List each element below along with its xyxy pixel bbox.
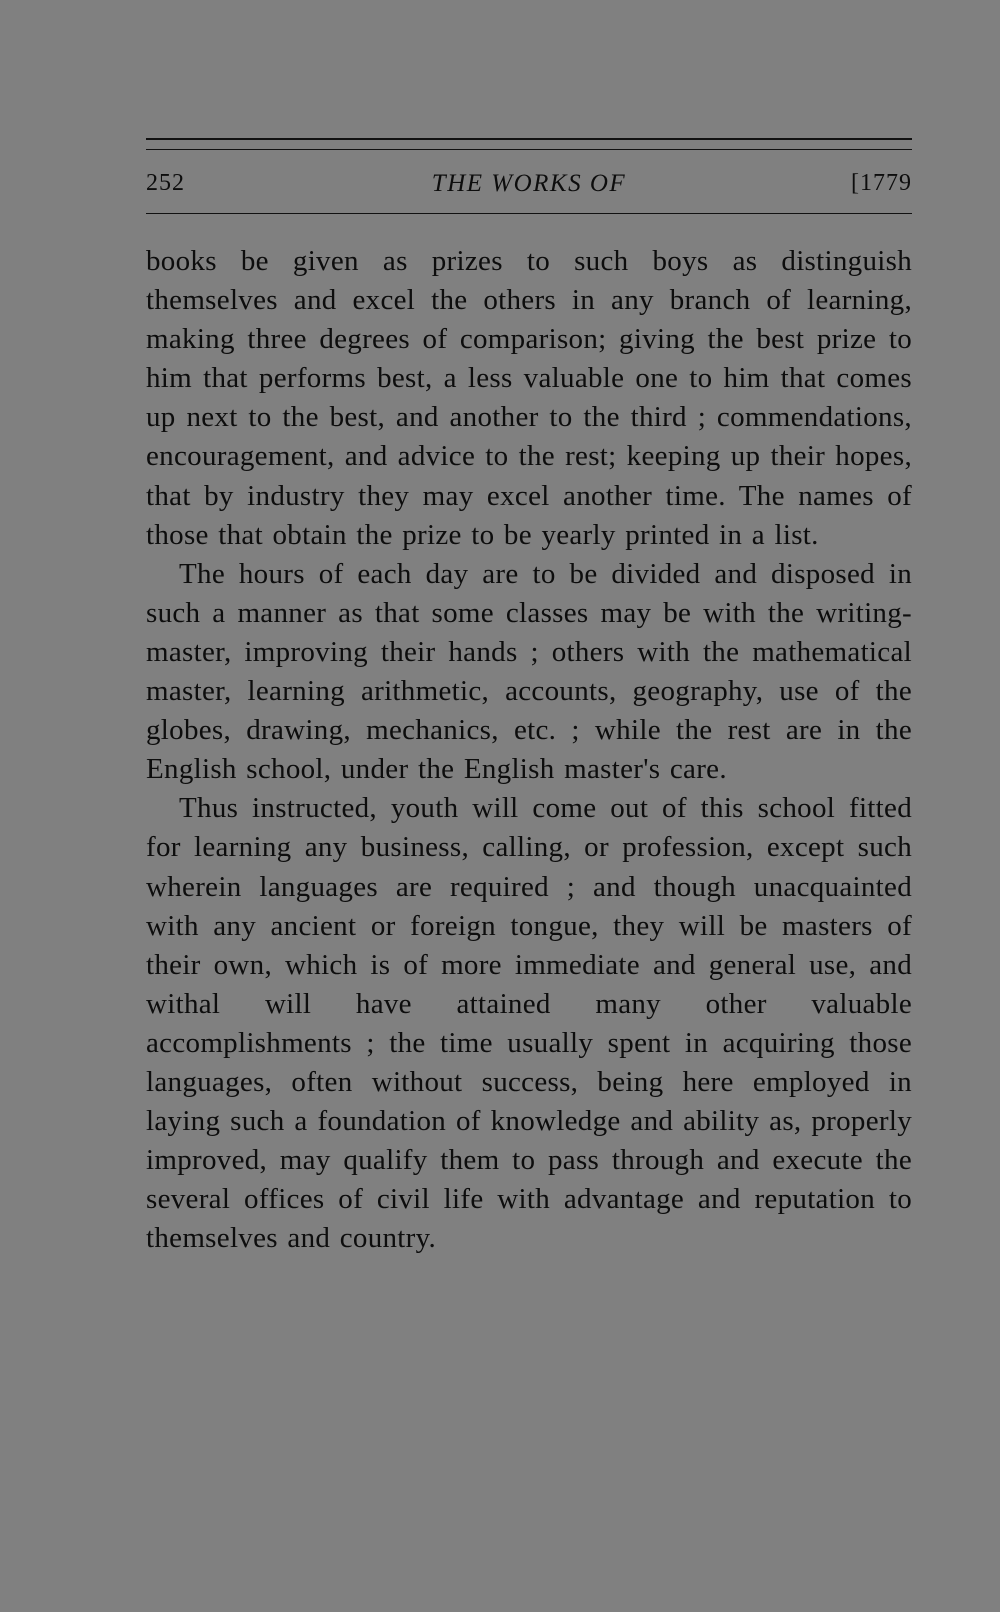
paragraph-3: Thus instructed, youth will come out of this school fitted for learning any business, calling, or profession, except such wherein languages are required ; and though unacquainted with any ancient or foreign tongue, they will be masters of their own, which is of more immediate and general use, and withal will have attained many other valuable accomplishments ; the time usually spent in acquiring those languages, often without success, being here employed in laying such a foundation of knowledge and ability as, properly improved, may qualify them to pass through and execute the several offices of civil life with advantage and reputation to themselves and country. — [146, 792, 912, 1255]
running-header — [146, 170, 912, 222]
page-number: 252 — [146, 170, 185, 196]
paragraph-1: books be given as prizes to such boys as distinguish themselves and excel the others in any branch of learning, making three degrees of comparison; giving the best prize to him that performs best, a less valuable one to him that comes up next to the best, and another to the third ; commendations, encouragement, and advice to the rest; keeping up their hopes, that by industry they may excel another time. The names of those that obtain the prize to be yearly printed in a list. — [146, 245, 912, 551]
top-double-rule — [146, 138, 912, 140]
running-year: [1779 — [851, 170, 912, 196]
top-thin-rule — [146, 149, 912, 150]
book-page — [146, 138, 912, 1258]
body-text — [146, 242, 912, 1258]
paragraph-2: The hours of each day are to be divided and disposed in such a manner as that some classes may be with the writing-master, improving their hands ; others with the mathematical master, learning arithmetic, accounts, geography, use of the globes, drawing, mechanics, etc. ; while the rest are in the English school, under the English master's care. — [146, 557, 912, 786]
running-title: THE WORKS OF — [431, 170, 627, 197]
